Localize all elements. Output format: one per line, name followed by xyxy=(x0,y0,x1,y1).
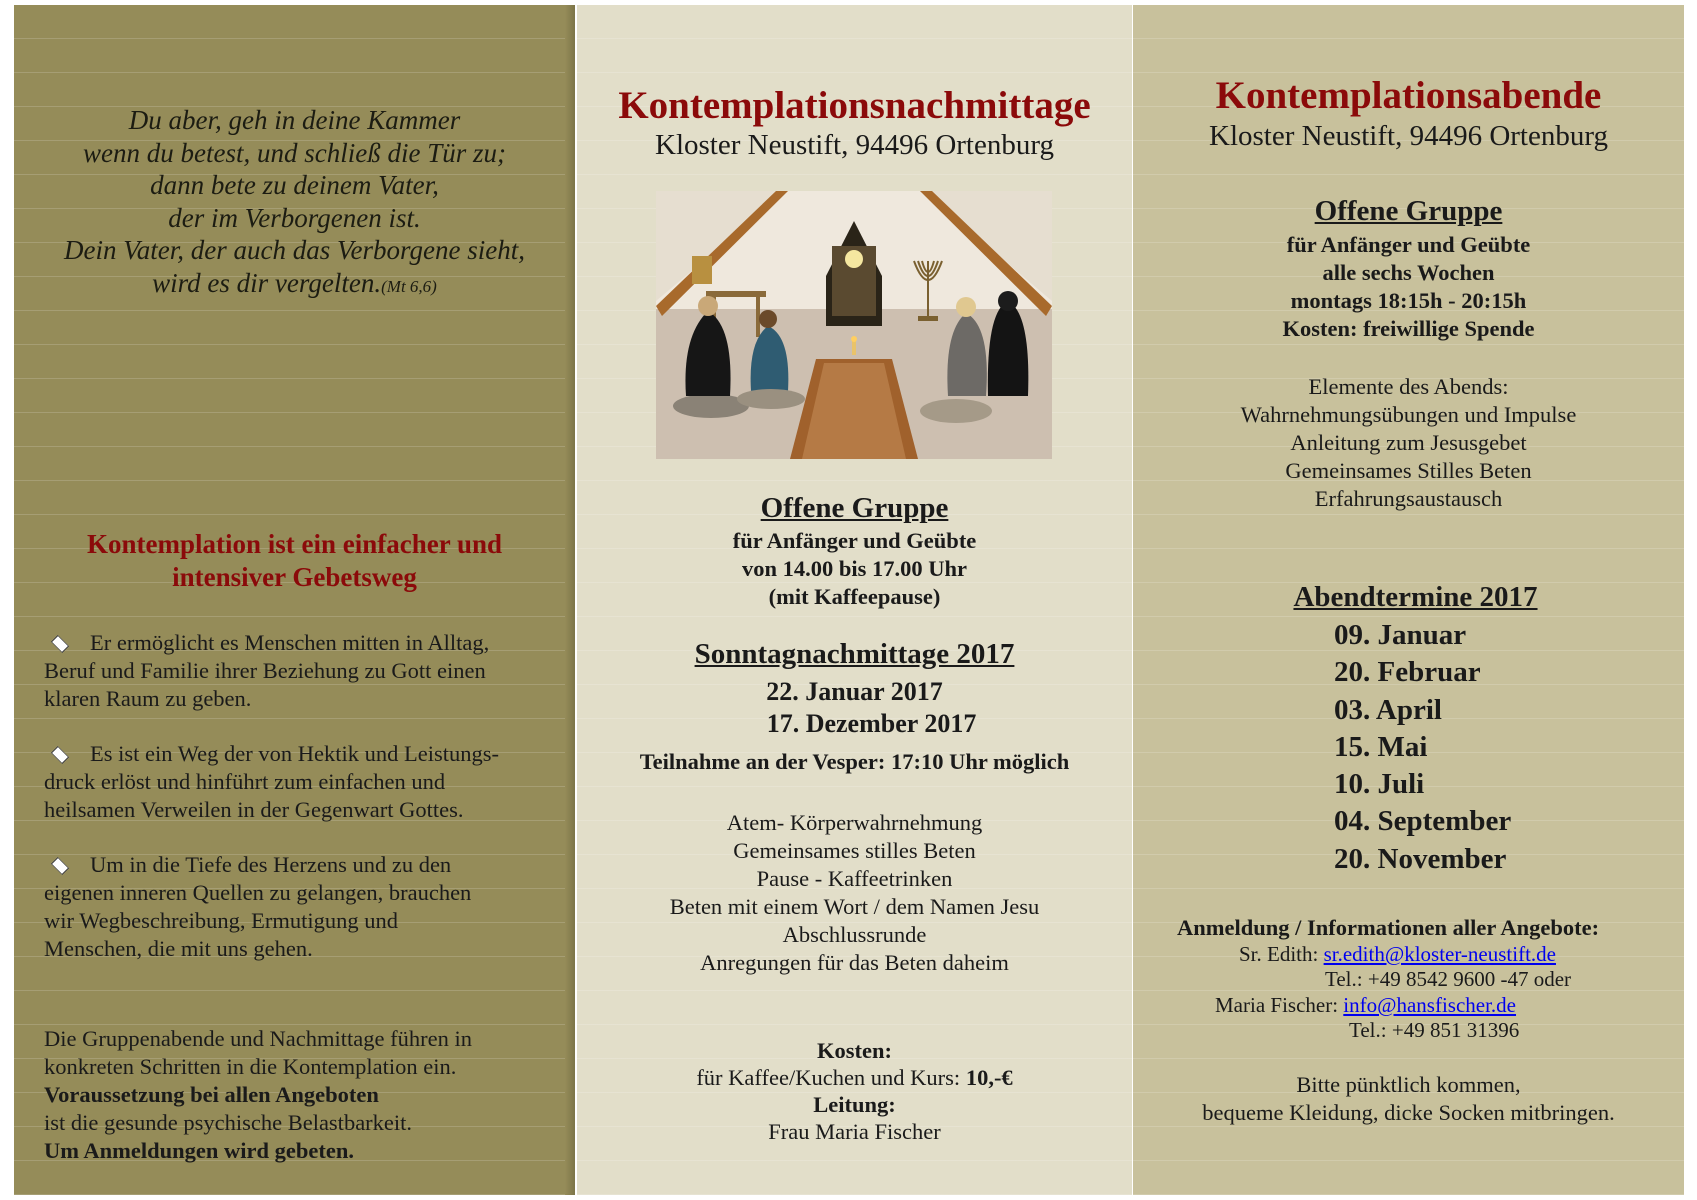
right-title: Kontemplationsabende xyxy=(1215,74,1602,117)
footer-bold-text: Um Anmeldungen wird gebeten. xyxy=(44,1138,355,1163)
closing-line: bequeme Kleidung, dicke Socken mitbringen. xyxy=(1202,1100,1615,1125)
evening-date: 09. Januar xyxy=(1334,619,1467,651)
vesper-note: Teilnahme an der Vesper: 17:10 Uhr möglich xyxy=(639,749,1070,774)
group-detail: für Anfänger und Geübte xyxy=(1286,232,1531,257)
costs-amount: 10,-€ xyxy=(965,1065,1013,1090)
contact-tel: Tel.: +49 851 31396 xyxy=(1349,1018,1520,1042)
bullet-text: Um in die Tiefe des Herzens und zu den xyxy=(90,852,452,877)
evening-date: 20. Februar xyxy=(1334,656,1481,689)
chapel-photo xyxy=(656,191,1052,459)
footer-text: ist die gesunde psychische Belastbarkeit. xyxy=(44,1110,413,1135)
sunday-dates xyxy=(577,676,1132,740)
left-footer xyxy=(14,1025,575,1165)
quote-line: Dein Vater, der auch das Verborgene sieht, xyxy=(64,235,525,265)
element-item: Anleitung zum Jesusgebet xyxy=(1290,430,1527,455)
contact-tel: Tel.: +49 8542 9600 -47 oder xyxy=(1325,967,1572,991)
evening-date: 20. November xyxy=(1334,842,1507,875)
costs-text: für Kaffee/Kuchen und Kurs: xyxy=(696,1065,966,1090)
evening-dates-list xyxy=(1334,617,1654,878)
evening-date: 15. Mai xyxy=(1334,730,1428,763)
sunday-date: 17. Dezember 2017 xyxy=(766,709,977,738)
contact-name: Sr. Edith: xyxy=(1239,942,1324,966)
bullet-text: druck erlöst und hinführt zum einfachen und xyxy=(44,769,446,794)
bullet-text: wir Wegbeschreibung, Ermutigung und xyxy=(44,908,398,933)
email-link-maria-fischer[interactable]: info@hansfischer.de xyxy=(1343,993,1517,1017)
contact-name: Maria Fischer: xyxy=(1215,993,1344,1017)
footer-bold-text: Voraussetzung bei allen Angeboten xyxy=(44,1082,379,1107)
group-detail: montags 18:15h - 20:15h xyxy=(1290,288,1527,313)
costs-label: Kosten: xyxy=(817,1038,892,1063)
program-item: Anregungen für das Beten daheim xyxy=(700,950,1009,975)
left-panel xyxy=(14,5,575,1195)
footer-text: Die Gruppenabende und Nachmittage führen in xyxy=(44,1026,472,1051)
middle-title: Kontemplationsnachmittage xyxy=(618,84,1091,127)
bullet-text: Menschen, die mit uns gehen. xyxy=(44,936,313,961)
closing-line: Bitte pünktlich kommen, xyxy=(1296,1072,1521,1097)
bullet-text: klaren Raum zu geben. xyxy=(44,686,252,711)
closing-note xyxy=(1133,1071,1684,1127)
element-item: Wahrnehmungsübungen und Impulse xyxy=(1240,402,1577,427)
contact-maria-fischer xyxy=(1215,993,1675,1043)
program-item: Beten mit einem Wort / dem Namen Jesu xyxy=(669,894,1040,919)
evening-date: 10. Juli xyxy=(1334,768,1425,801)
bullet-item xyxy=(14,629,575,713)
right-group-details xyxy=(1133,231,1684,343)
program-item: Atem- Körperwahrnehmung xyxy=(726,810,983,835)
group-detail: Kosten: freiwillige Spende xyxy=(1282,316,1535,341)
costs-line xyxy=(577,1064,1132,1091)
right-group-heading: Offene Gruppe xyxy=(1314,195,1503,227)
left-heading xyxy=(14,528,575,594)
sunday-date: 22. Januar 2017 xyxy=(766,677,943,706)
middle-group-heading: Offene Gruppe xyxy=(760,492,949,524)
bullet-text: heilsamen Verweilen in der Gegenwart Gottes. xyxy=(44,797,464,822)
program-item: Pause - Kaffeetrinken xyxy=(756,866,953,891)
quote-line: Du aber, geh in deine Kammer xyxy=(128,105,461,135)
right-panel xyxy=(1133,5,1684,1195)
element-item: Gemeinsames Stilles Beten xyxy=(1285,458,1532,483)
quote-line: der im Verborgenen ist. xyxy=(168,202,421,233)
evening-elements xyxy=(1133,373,1684,513)
right-location: Kloster Neustift, 94496 Ortenburg xyxy=(1209,120,1608,152)
diamond-bullet-icon xyxy=(51,746,69,764)
left-heading-line: Kontemplation ist ein einfacher und xyxy=(86,529,503,559)
program-list xyxy=(577,809,1132,977)
email-link-sr-edith[interactable]: sr.edith@kloster-neustift.de xyxy=(1323,942,1556,966)
diamond-bullet-icon xyxy=(51,857,69,875)
bullet-text: Er ermöglicht es Menschen mitten in Alltag, xyxy=(90,630,490,655)
evening-date: 03. April xyxy=(1334,693,1442,726)
group-detail: alle sechs Wochen xyxy=(1322,260,1495,285)
middle-panel xyxy=(577,5,1132,1195)
quote-line-last xyxy=(14,267,575,304)
footer-text: konkreten Schritten in die Kontemplation ein. xyxy=(44,1054,457,1079)
bullet-text: Es ist ein Weg der von Hektik und Leistungs- xyxy=(90,741,499,766)
contact-heading: Anmeldung / Informationen aller Angebote: xyxy=(1177,915,1600,940)
element-item: Erfahrungsaustausch xyxy=(1314,486,1503,511)
diamond-bullet-icon xyxy=(51,635,69,653)
bullet-item xyxy=(14,851,575,963)
costs-section xyxy=(577,1037,1132,1145)
left-heading-line: intensiver Gebetsweg xyxy=(172,562,417,592)
bullet-text: eigenen inneren Quellen zu gelangen, brauchen xyxy=(44,880,472,905)
middle-group-details xyxy=(577,527,1132,611)
middle-location: Kloster Neustift, 94496 Ortenburg xyxy=(655,129,1054,161)
leader-label: Leitung: xyxy=(813,1092,896,1117)
evening-date: 04. September xyxy=(1334,805,1512,838)
quote-last-text: wird es dir vergelten. xyxy=(152,267,382,298)
quote-line: wenn du betest, und schließ die Tür zu; xyxy=(83,137,506,168)
program-item: Abschlussrunde xyxy=(782,922,927,947)
contact-sr-edith xyxy=(1239,942,1679,992)
quote-line: dann bete zu deinem Vater, xyxy=(150,170,439,200)
evening-dates-heading: Abendtermine 2017 xyxy=(1293,581,1538,613)
bible-quote xyxy=(14,104,575,303)
element-item: Elemente des Abends: xyxy=(1308,374,1509,399)
group-detail: für Anfänger und Geübte xyxy=(732,528,977,553)
bullet-text: Beruf und Familie ihrer Beziehung zu Gott einen xyxy=(44,658,486,683)
bullet-item xyxy=(14,740,575,824)
program-item: Gemeinsames stilles Beten xyxy=(733,838,976,863)
quote-reference: (Mt 6,6) xyxy=(381,276,437,296)
leader-name: Frau Maria Fischer xyxy=(768,1119,941,1144)
sundays-heading: Sonntagnachmittage 2017 xyxy=(694,638,1015,670)
group-detail: (mit Kaffeepause) xyxy=(768,584,941,609)
group-detail: von 14.00 bis 17.00 Uhr xyxy=(741,556,968,581)
